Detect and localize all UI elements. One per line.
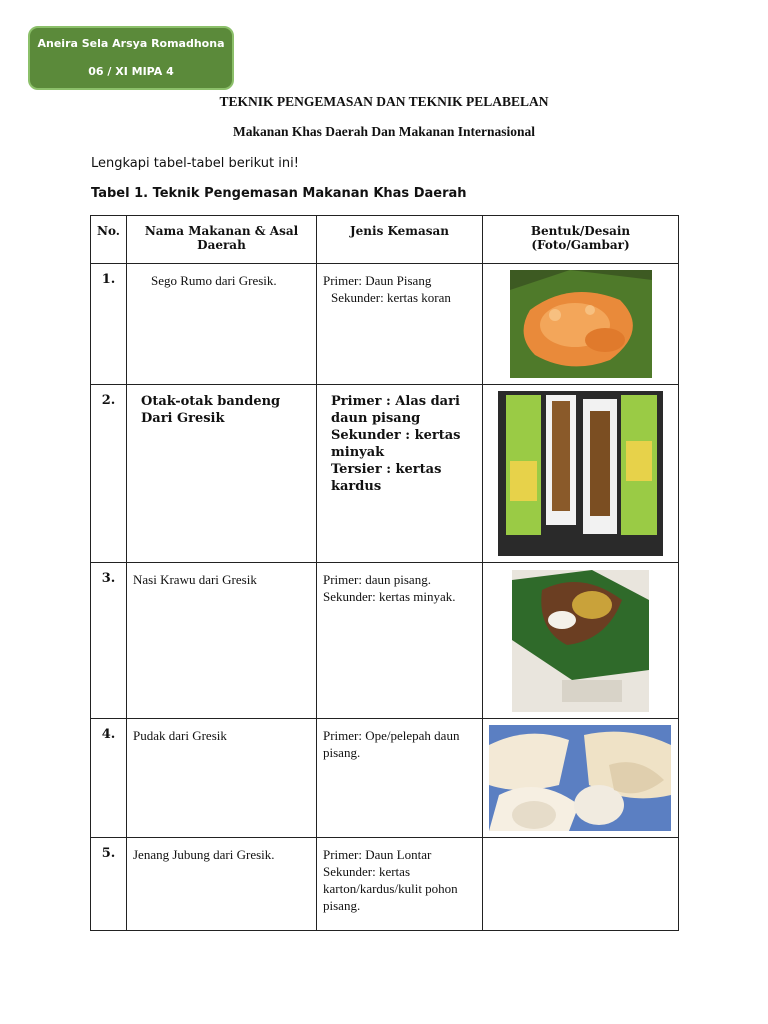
food-name: Sego Rumo dari Gresik. xyxy=(127,264,317,385)
table-row xyxy=(91,385,679,563)
header-design: Bentuk/Desain (Foto/Gambar) xyxy=(483,216,679,264)
row-number: 5. xyxy=(91,838,127,931)
name-badge xyxy=(28,26,234,90)
food-name: Otak-otak bandeng Dari Gresik xyxy=(127,385,317,563)
header-name: Nama Makanan & Asal Daerah xyxy=(127,216,317,264)
instruction-text: Lengkapi tabel-tabel berikut ini! xyxy=(91,156,299,171)
document-title: TEKNIK PENGEMASAN DAN TEKNIK PELABELAN xyxy=(219,94,549,109)
packaging-cell: Primer : Alas dari daun pisang Sekunder : kertas minyak Tersier : kertas kardus xyxy=(317,385,483,563)
packaging-cell: Primer: Daun Lontar Sekunder: kertas karton/kardus/kulit pohon pisang. xyxy=(317,838,483,931)
photo-cell xyxy=(483,385,679,563)
packaging-table xyxy=(90,215,679,931)
photo-cell-empty xyxy=(483,838,679,931)
row-number: 2. xyxy=(91,385,127,563)
packaging-cell: Primer: Daun Pisang Sekunder: kertas koran xyxy=(317,264,483,385)
pudak-photo xyxy=(489,725,671,831)
header-no: No. xyxy=(91,216,127,264)
sego-rumo-photo xyxy=(510,270,652,378)
student-name: Aneira Sela Arsya Romadhona xyxy=(37,37,225,50)
table-row xyxy=(91,563,679,719)
table-row xyxy=(91,264,679,385)
photo-cell xyxy=(483,563,679,719)
food-name: Pudak dari Gresik xyxy=(127,719,317,838)
table-caption: Tabel 1. Teknik Pengemasan Makanan Khas Daerah xyxy=(91,186,467,201)
packaging-cell: Primer: Ope/pelepah daun pisang. xyxy=(317,719,483,838)
photo-cell xyxy=(483,719,679,838)
table-row xyxy=(91,719,679,838)
table-row xyxy=(91,838,679,931)
table-header-row xyxy=(91,216,679,264)
row-number: 1. xyxy=(91,264,127,385)
document-subtitle: Makanan Khas Daerah Dan Makanan Internasional xyxy=(233,124,535,139)
photo-cell xyxy=(483,264,679,385)
row-number: 4. xyxy=(91,719,127,838)
otak-otak-photo xyxy=(498,391,663,556)
food-name: Nasi Krawu dari Gresik xyxy=(127,563,317,719)
header-packaging: Jenis Kemasan xyxy=(317,216,483,264)
student-class: 06 / XI MIPA 4 xyxy=(88,65,174,78)
food-name: Jenang Jubung dari Gresik. xyxy=(127,838,317,931)
packaging-cell: Primer: daun pisang. Sekunder: kertas minyak. xyxy=(317,563,483,719)
row-number: 3. xyxy=(91,563,127,719)
nasi-krawu-photo xyxy=(512,570,649,712)
